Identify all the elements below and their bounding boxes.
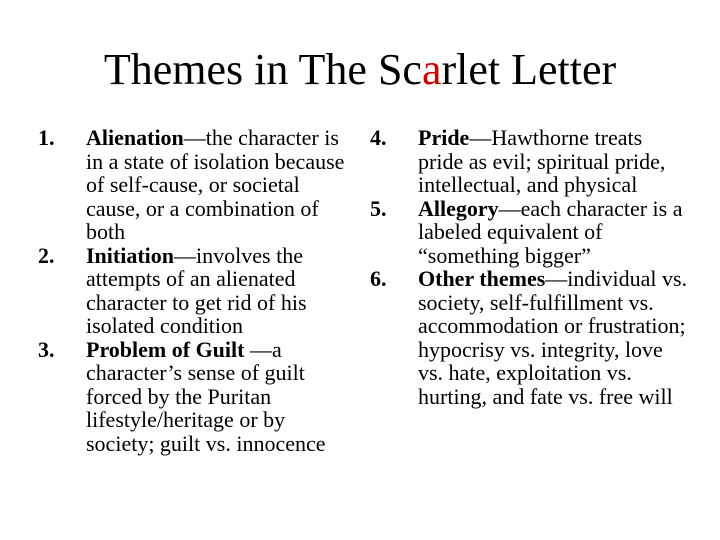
list-item-2 <box>38 244 358 338</box>
list-item-1 <box>38 126 358 244</box>
list-item-3 <box>38 338 358 456</box>
item-text: —involves the attempts of an alienated character to get rid of his isolated condition <box>86 242 307 338</box>
item-term: Allegory <box>418 195 499 221</box>
item-number: 4. <box>370 125 387 150</box>
item-term: Alienation <box>86 125 184 150</box>
item-number: 6. <box>370 266 387 291</box>
title-accent-letter: a <box>421 45 442 94</box>
item-number: 2. <box>38 242 55 268</box>
left-column <box>38 126 358 455</box>
item-number: 5. <box>370 195 387 221</box>
slide-title <box>0 44 720 96</box>
list-item-6 <box>370 267 690 408</box>
right-column <box>370 126 690 408</box>
item-number: 1. <box>38 125 55 150</box>
item-text: —individual vs. society, self-fulfillment vs. accommodation or frustration; hypocrisy vs. integrity, love vs. hate, exploitation vs. hurting, and fate vs. free will <box>418 266 688 409</box>
item-text: —Hawthorne treats pride as evil; spiritual pride, intellectual, and physical <box>418 125 666 197</box>
item-text: —a character’s sense of guilt forced by the Puritan lifestyle/heritage or by society; guilt vs. innocence <box>86 336 326 456</box>
title-text-part2: rlet Letter <box>441 45 617 94</box>
list-item-4 <box>370 126 690 197</box>
item-text: —each character is a labeled equivalent of “something bigger” <box>418 195 683 268</box>
item-term: Problem of Guilt <box>86 336 245 362</box>
item-text: —the character is in a state of isolation because of self-cause, or societal cause, or a combination of both <box>86 125 345 244</box>
title-text-part1: Themes in The Sc <box>103 45 422 94</box>
item-number: 3. <box>38 336 55 362</box>
item-term: Other themes <box>418 266 546 291</box>
item-term: Pride <box>418 125 470 150</box>
item-term: Initiation <box>86 242 175 268</box>
list-item-5 <box>370 197 690 268</box>
